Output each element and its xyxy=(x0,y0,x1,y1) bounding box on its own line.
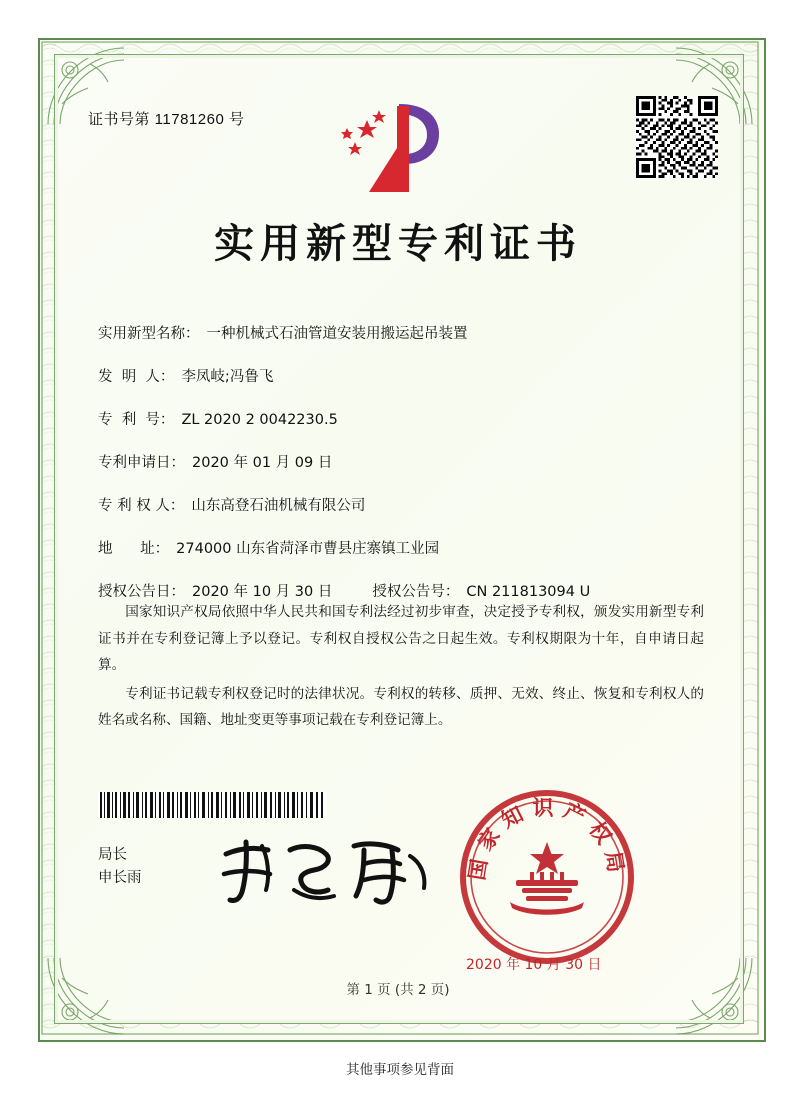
field-row-inventor xyxy=(98,365,698,386)
field-value-grant-date: 2020 年 10 月 30 日 xyxy=(192,584,333,600)
field-label-grant-date: 授权公告日： xyxy=(98,584,185,600)
field-value: 274000 山东省菏泽市曹县庄寨镇工业园 xyxy=(176,541,440,557)
field-label: 地 址： xyxy=(98,541,170,557)
field-value: 一种机械式石油管道安装用搬运起吊装置 xyxy=(206,326,468,342)
certificate-number: 证书号第 11781260 号 xyxy=(88,111,245,128)
legal-text xyxy=(98,599,704,736)
qr-code xyxy=(636,96,718,178)
page-number: 第 1 页 (共 2 页) xyxy=(346,982,450,998)
field-row-patent-number xyxy=(98,408,698,429)
field-label: 发 明 人： xyxy=(98,369,175,385)
certificate-content xyxy=(54,54,742,1022)
field-label: 专 利 权 人： xyxy=(98,498,185,514)
field-row-patentee xyxy=(98,494,698,515)
field-row-utility-model-name xyxy=(98,322,698,343)
page-title: 实用新型专利证书 xyxy=(214,221,582,267)
field-value: ZL 2020 2 0042230.5 xyxy=(181,412,338,428)
field-label: 专 利 号： xyxy=(98,412,175,428)
field-value: 2020 年 01 月 09 日 xyxy=(192,455,333,471)
field-label: 专利申请日： xyxy=(98,455,185,471)
footer-note: 其他事项参见背面 xyxy=(346,1062,454,1078)
signer-block xyxy=(98,844,142,890)
field-list xyxy=(98,322,698,623)
field-value-grant-number: CN 211813094 U xyxy=(466,584,591,600)
handwritten-signature xyxy=(214,832,444,912)
official-seal xyxy=(454,784,640,970)
barcode xyxy=(98,792,326,818)
legal-paragraph-2: 专利证书记载专利权登记时的法律状况。专利权的转移、质押、无效、终止、恢复和专利权人的姓名或名称、国籍、地址变更等事项记载在专利登记簿上。 xyxy=(98,685,704,728)
field-row-application-date xyxy=(98,451,698,472)
field-value: 山东高登石油机械有限公司 xyxy=(191,498,366,514)
svg-text:国家知识产权局: 国家知识产权局 xyxy=(464,796,630,882)
field-label-grant-number: 授权公告号： xyxy=(372,584,460,600)
cnipa-logo xyxy=(333,100,463,196)
seal-date: 2020 年 10 月 30 日 xyxy=(466,957,602,973)
field-row-grant-publication xyxy=(98,580,698,601)
field-label: 实用新型名称： xyxy=(98,326,200,342)
field-value: 李凤岐;冯鲁飞 xyxy=(181,369,274,385)
signer-role: 局长 xyxy=(98,847,127,863)
legal-paragraph-1: 国家知识产权局依照中华人民共和国专利法经过初步审查，决定授予专利权，颁发实用新型专利证书并在专利登记簿上予以登记。专利权自授权公告之日起生效。专利权期限为十年，自申请日起算。 xyxy=(98,604,704,673)
field-row-address xyxy=(98,537,698,558)
signer-name: 申长雨 xyxy=(98,870,142,887)
